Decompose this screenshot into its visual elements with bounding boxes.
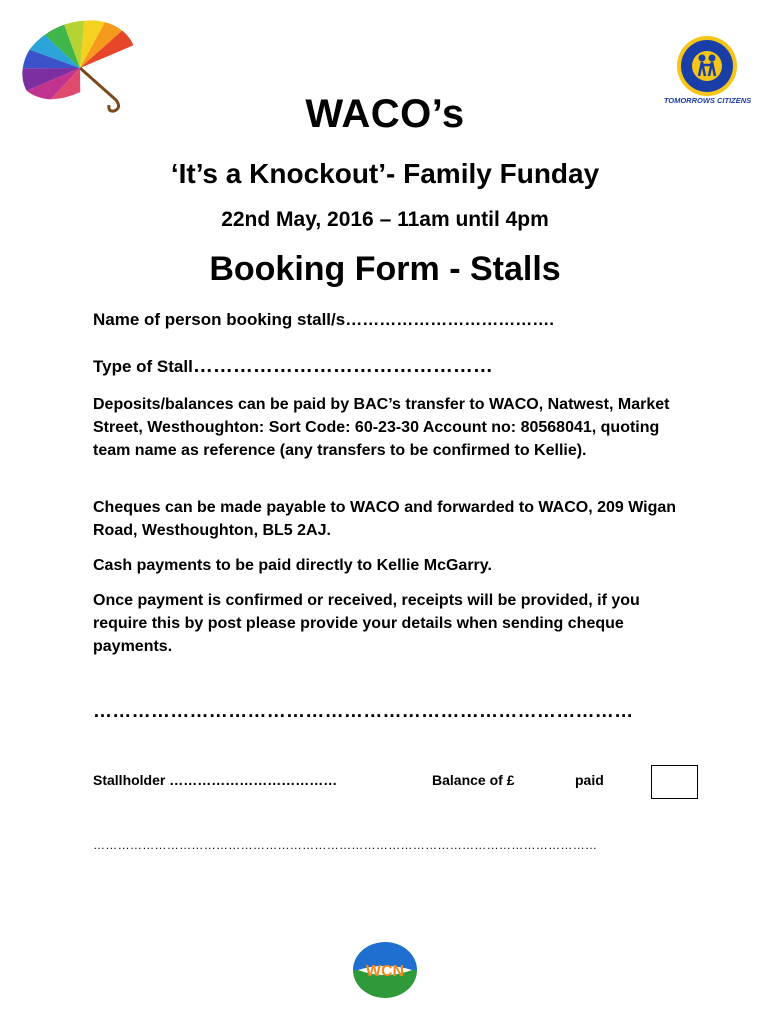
event-subtitle: ‘It’s a Knockout’- Family Funday	[170, 158, 600, 189]
paid-checkbox[interactable]	[651, 765, 698, 799]
paid-label: paid	[575, 772, 604, 788]
cheque-info: Cheques can be made payable to WACO and forwarded to WACO, 209 Wigan Road, Westhoughton, BL5 2AJ.	[93, 499, 677, 539]
event-date: 22nd May, 2016 – 11am until 4pm	[221, 208, 549, 231]
receipt-info: Once payment is confirmed or received, receipts will be provided, if you require this by post please provide your details when sending cheque payments.	[93, 592, 640, 655]
wcn-logo-icon	[350, 940, 420, 1000]
wcn-text: WCN	[365, 963, 405, 980]
stallholder-field[interactable]: Stallholder ………………………………	[93, 772, 338, 788]
type-field[interactable]	[93, 355, 493, 378]
bottom-dotted-line[interactable]: ……………………………………………………………………………………………………………	[93, 838, 598, 852]
balance-label: Balance of £	[432, 772, 515, 788]
deposit-info: Deposits/balances can be paid by BAC’s transfer to WACO, Natwest, Market Street, Westhoughton: Sort Code: 60-23-30 Account no: 80568041, quoting team name as reference (any transfers to be confirmed to Kellie).	[93, 396, 670, 459]
form-heading: Booking Form - Stalls	[209, 250, 561, 288]
club-tagline: TOMORROWS CITIZENS	[663, 96, 752, 105]
separator-line: …………………………………………………………………………	[93, 701, 634, 722]
type-dots: ………………………………………	[192, 355, 493, 377]
cash-info: Cash payments to be paid directly to Kellie McGarry.	[93, 557, 492, 574]
page-title: WACO’s	[305, 92, 465, 136]
name-field[interactable]: Name of person booking stall/s……………………………….	[93, 310, 554, 329]
type-label: Type of Stall	[93, 357, 193, 376]
